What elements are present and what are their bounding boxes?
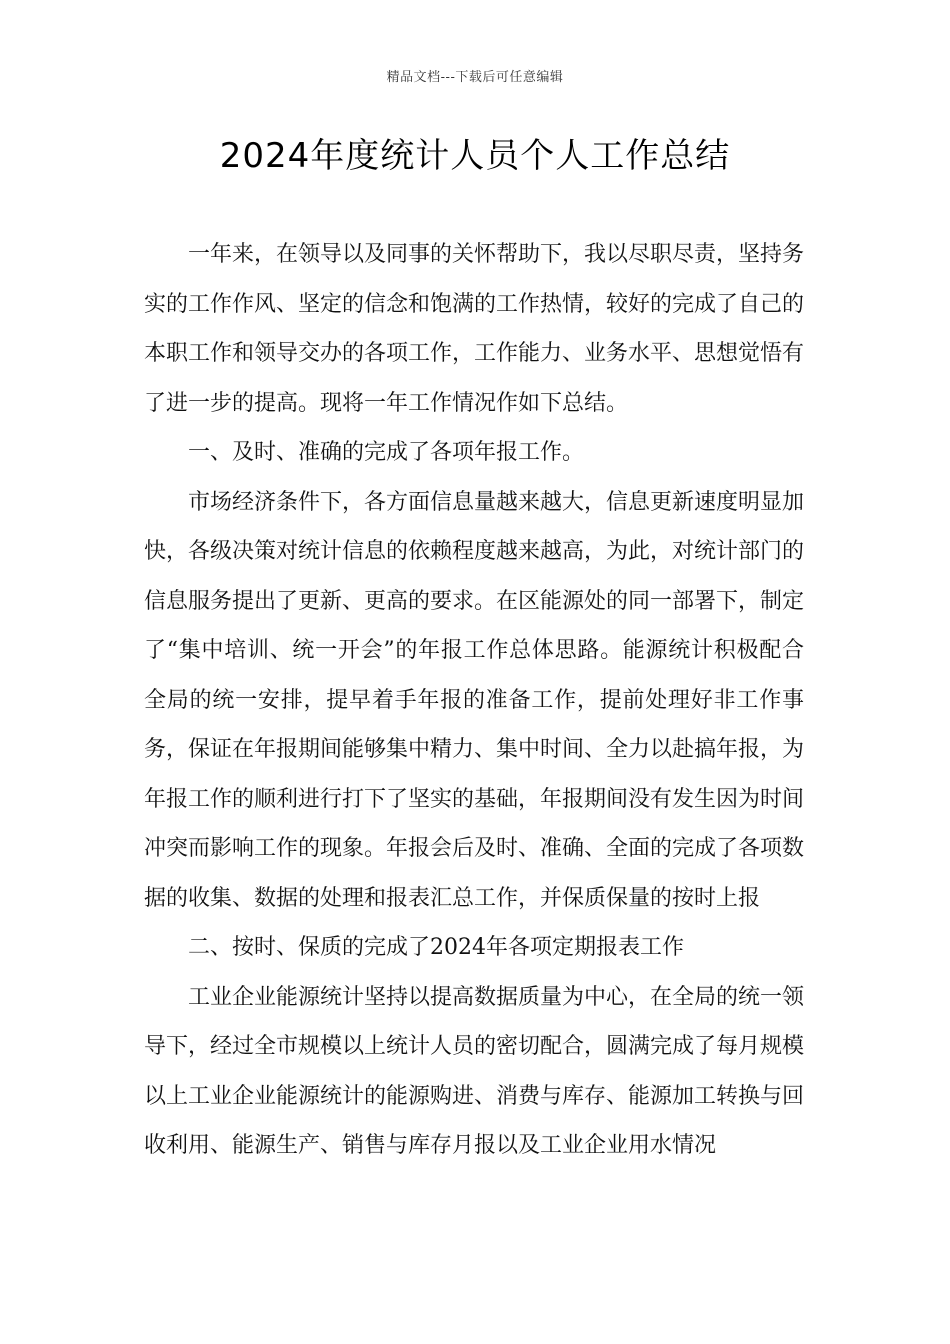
- paragraph-periodic-reports: 工业企业能源统计坚持以提高数据质量为中心，在全局的统一领导下，经过全市规模以上统计人员的密切配合，圆满完成了每月规模以上工业企业能源统计的能源购进、消费与库存、能源加工转换与回收利用、能源生产、销售与库存月报以及工业企业用水情况: [144, 984, 805, 1158]
- paragraph-annual-report: 市场经济条件下，各方面信息量越来越大，信息更新速度明显加快，各级决策对统计信息的依赖程度越来越高，为此，对统计部门的信息服务提出了更新、更高的要求。在区能源处的同一部署下，制定了“集中培训、统一开会”的年报工作总体思路。能源统计积极配合全局的统一安排，提早着手年报的准备工作，提前处理好非工作事务，保证在年报期间能够集中精力、集中时间、全力以赴搞年报，为年报工作的顺利进行打下了坚实的基础，年报期间没有发生因为时间冲突而影响工作的现象。年报会后及时、准确、全面的完成了各项数据的收集、数据的处理和报表汇总工作，并保质保量的按时上报: [144, 489, 805, 911]
- page-header-note: 精品文档---下载后可任意编辑: [386, 70, 564, 85]
- section-heading-1: 一、及时、准确的完成了各项年报工作。: [188, 440, 585, 465]
- document-body: [144, 230, 804, 1171]
- section-heading-2: 二、按时、保质的完成了2024年各项定期报表工作: [188, 935, 684, 960]
- document-title: 2024年度统计人员个人工作总结: [219, 136, 731, 176]
- paragraph-intro: 一年来，在领导以及同事的关怀帮助下，我以尽职尽责，坚持务实的工作作风、坚定的信念和饱满的工作热情，较好的完成了自己的本职工作和领导交办的各项工作，工作能力、业务水平、思想觉悟有了进一步的提高。现将一年工作情况作如下总结。: [144, 242, 805, 416]
